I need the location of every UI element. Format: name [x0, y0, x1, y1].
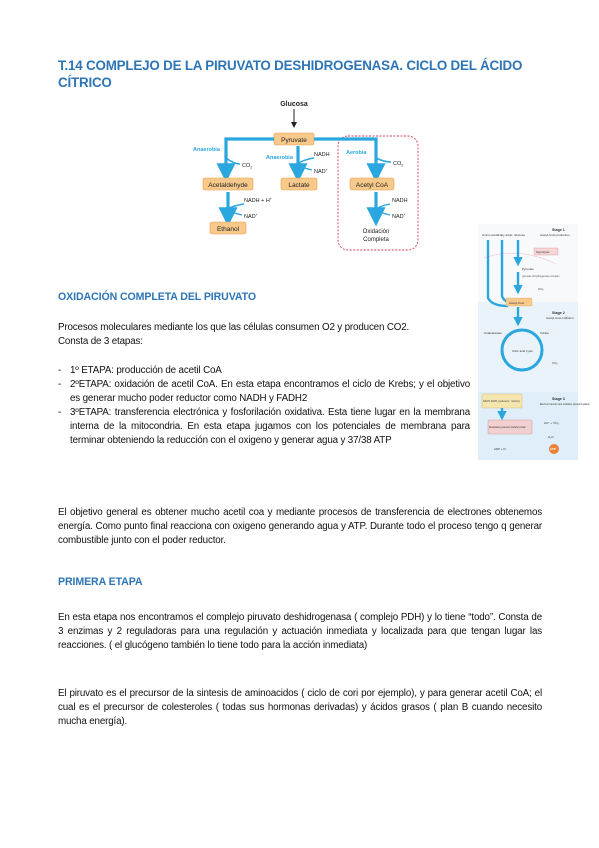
fatty-label: Fatty acids — [498, 233, 513, 237]
stage3-name: Electron transfer and oxidative phosphorylation — [540, 403, 590, 406]
oxidacion-label: Oxidación — [362, 229, 390, 235]
carriers-label: NADH, FADH₂ (reduced e⁻ carriers) — [483, 401, 520, 403]
stages-list — [58, 364, 470, 448]
stage1-name: Acetyl-CoA production — [540, 233, 570, 237]
atp-label: ATP — [550, 447, 556, 451]
chain-label: Respiratory (electron-transfer) chain — [489, 427, 526, 429]
stage3-title: Stage 3 — [552, 397, 565, 401]
nad-left: NAD+ — [244, 213, 258, 220]
glucose2-label: Glucose — [514, 233, 526, 237]
co2-left: $CO_2$ — [242, 163, 253, 170]
paragraph-4: El piruvato es el precursor de la sintesis de aminoacidos ( ciclo de cori por ejemplo), y para generar acetil CoA; el cual es el precursor de colesteroles ( todas sus hormonas derivadas) y ácidos grasos ( plan B cuando necesito mucha energía). — [58, 688, 542, 727]
o2-label: 2H⁺ + ½O₂ — [544, 421, 559, 425]
lactate-box: Lactate — [288, 182, 310, 189]
stage1-title: Stage 1 — [552, 228, 565, 232]
nadh-right: NADH — [392, 198, 408, 204]
acetylcoa2-label: Acetyl-CoA — [509, 301, 525, 305]
list-item: - 2ºETAPA: oxidación de acetil CoA. En esta etapa encontramos el ciclo de Krebs; y el objetivo es generar mucho poder reductor como NADH y FADH2 — [58, 379, 470, 404]
glycolysis-label: Glycolysis — [536, 250, 550, 254]
section-heading-oxidacion: OXIDACIÓN COMPLETA DEL PIRUVATO — [58, 291, 256, 303]
completa-label: Completa — [363, 237, 389, 243]
adp-label: ADP + Pᵢ — [494, 447, 507, 451]
section-heading-primera-etapa: PRIMERA ETAPA — [58, 576, 143, 588]
paragraph-2: El objetivo general es obtener mucho acetil coa y mediante procesos de transferencia de electrones obtenemos energía. Como punto final reacciona con oxigeno generando agua y ATP. Durante todo el proceso tengo q generar combustible junto con el poder reductor. — [58, 507, 542, 546]
amino-label: Amino acids — [482, 233, 499, 237]
citric-cycle-label: Citric acid cycle — [512, 349, 533, 353]
paragraph-3: En esta etapa nos encontramos el complejo piruvato deshidrogenasa ( complejo PDH) y lo tiene “todo”. Consta de 3 enzimas y 2 reguladoras para una regulación y actuación inmediata y localizada para que tengan lugar las reacciones. ( el glucógeno también lo tiene todo para la acción inmediata) — [58, 612, 542, 651]
stage2-name: Acetyl-CoA oxidation — [546, 316, 574, 320]
co2-stage1: CO₂ — [538, 287, 544, 291]
stage2-title: Stage 2 — [552, 311, 565, 315]
nad-mid: NAD+ — [314, 168, 328, 175]
pdh-label: pyruvate dehydrogenase complex — [522, 275, 560, 278]
nadh-h-left: NADH + H+ — [244, 197, 272, 204]
pyruvate-box: Pyruvate — [281, 137, 307, 144]
h2o-label: H₂O — [548, 435, 554, 439]
oxaloacetate-label: Oxaloacetate — [484, 331, 502, 335]
acetyl-coa-box: Acetyl CoA — [355, 182, 389, 189]
nad-right: NAD+ — [392, 213, 406, 220]
aerobia-label: Aerobia — [346, 150, 367, 156]
co2-right: $CO_2$ — [393, 161, 404, 168]
page-title: T.14 COMPLEJO DE LA PIRUVATO DESHIDROGENASA. CICLO DEL ÁCIDO CÍTRICO — [58, 58, 523, 90]
nadh-mid: NADH — [314, 152, 330, 158]
list-item: - 1º ETAPA: producción de acetil CoA — [58, 365, 222, 376]
ethanol-box: Ethanol — [216, 226, 240, 233]
list-item: - 3ºETAPA: transferencia electrónica y fosforilación oxidativa. Esta tiene lugar en la membrana interna de la mitocondria. En esta etapa jugamos con los potenciales de membrana para terminar obteniendo la reducción con el oxigeno y generar agua y 37/38 ATP — [58, 407, 470, 446]
glucose-label: Glucosa — [280, 101, 308, 108]
co2-stage2: CO₂ — [552, 361, 558, 365]
anaerobia-mid-label: Anaerobia — [266, 155, 293, 161]
respiration-stages-diagram — [478, 224, 590, 460]
paragraph-1-line-1: Procesos moleculares mediante los que las células consumen O2 y producen CO2. — [58, 322, 410, 333]
anaerobia-left-label: Anaerobia — [193, 147, 220, 153]
pyruvate-fate-diagram — [186, 96, 421, 252]
pyruvate2-label: Pyruvate — [522, 267, 534, 271]
paragraph-1-line-2: Consta de 3 etapas: — [58, 336, 143, 347]
citrate-label: Citrate — [540, 331, 549, 335]
acetaldehyde-box: Acetaldehyde — [208, 182, 248, 189]
